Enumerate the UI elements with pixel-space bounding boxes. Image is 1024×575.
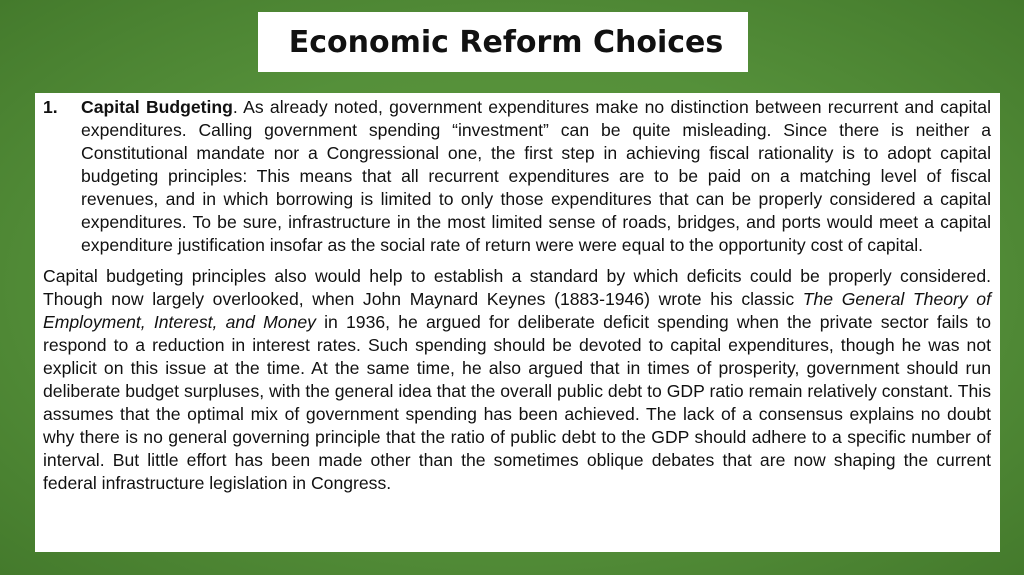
- body-paragraph: [43, 265, 991, 495]
- content-box: [35, 93, 1000, 552]
- list-item-capital-budgeting: [43, 96, 991, 257]
- title-box: [258, 12, 748, 72]
- list-item-body: . As already noted, government expenditures make no distinction between recurrent and capital expenditures. Calling government spending “investment” can be quite misleading. Since there is neither a Constitutional mandate nor a Congressional one, the first step in achieving fiscal rationality is to adopt capital budgeting principles: This means that all recurrent expenditures are to be paid on a matching level of fiscal revenues, and in which borrowing is limited to only those expenditures that can be properly considered a capital expenditures. To be sure, infrastructure in the most limited sense of roads, bridges, and ports would meet a capital expenditure justification insofar as the social rate of return were were equal to the opportunity cost of capital.: [81, 97, 991, 255]
- book-title: The General Theory of Employment, Interest, and Money: [43, 289, 991, 332]
- paragraph-part-2: in 1936, he argued for deliberate deficit spending when the private sector fails to respond to a reduction in interest rates. Such spending should be devoted to capital expenditures, though he was not explicit on this issue at the time. At the same time, he also argued that in times of prosperity, government should run deliberate budget surpluses, with the general idea that the overall public debt to GDP ratio remain relatively constant. This assumes that the optimal mix of government spending has been achieved. The lack of a consensus explains no doubt why there is no general governing principle that the ratio of public debt to the GDP should adhere to a specific number of interval. But little effort has been made other than the sometimes oblique debates that are now shaping the current federal infrastructure legislation in Congress.: [43, 312, 991, 493]
- list-number: 1.: [43, 97, 58, 117]
- slide-title: Economic Reform Choices: [288, 24, 724, 60]
- list-item-text: [81, 96, 991, 257]
- list-item-heading: Capital Budgeting: [81, 97, 233, 117]
- paragraph-part-1: Capital budgeting principles also would help to establish a standard by which deficits could be properly considered. Though now largely overlooked, when John Maynard Keynes (1883-1946) wrote his classic: [43, 266, 991, 309]
